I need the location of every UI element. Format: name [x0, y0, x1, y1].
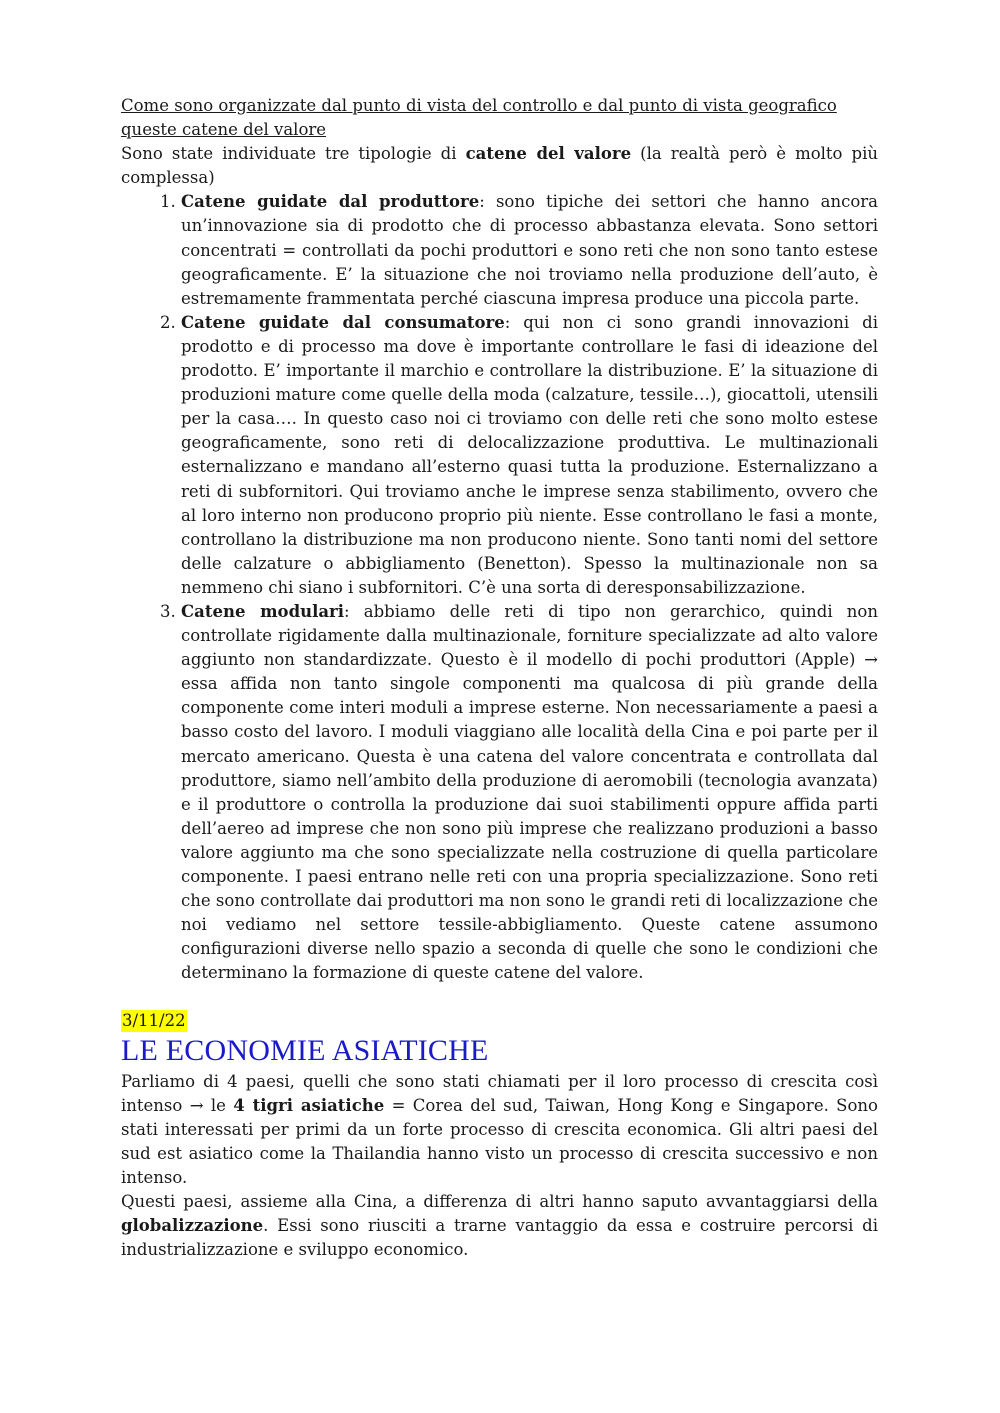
- intro-text-after: (la realtà però è molto più complessa): [121, 144, 879, 188]
- document-page: [121, 94, 878, 1262]
- paragraph-globalization: [121, 1190, 878, 1262]
- paragraph-text-before: Parliamo di 4 paesi, quelli che sono stati chiamati per il loro processo di crescita così intenso → le: [121, 1071, 878, 1115]
- list-item-title: Catene guidate dal consumatore: [181, 312, 505, 332]
- intro-paragraph: [121, 142, 878, 190]
- list-item: [181, 190, 878, 310]
- paragraph-text-before: Questi paesi, assieme alla Cina, a differenza di altri hanno saputo avvantaggiarsi della: [121, 1192, 878, 1212]
- list-item: [181, 311, 878, 600]
- date-highlight: 3/11/22: [122, 1011, 186, 1031]
- paragraph-bold-term: 4 tigri asiatiche: [233, 1095, 385, 1115]
- paragraph-text-after: = Corea del sud, Taiwan, Hong Kong e Singapore. Sono stati interessati per primi da un forte processo di crescita economica. Gli altri paesi del sud est asiatico come la Thailandia hanno visto un processo di crescita successivo e non intenso.: [121, 1095, 878, 1187]
- list-item-title: Catene guidate dal produttore: [181, 192, 480, 212]
- intro-text-before: Sono state individuate tre tipologie di: [121, 144, 466, 164]
- list-item-text: : abbiamo delle reti di tipo non gerarchico, quindi non controllate rigidamente dalla multinazionale, forniture specializzate ad alto valore aggiunto non standardizzate. Questo è il modello di pochi produttori (Apple) → essa affida non tanto singole componenti ma qualcosa di più grande della componente come interi moduli a imprese esterne. Non necessariamente a paesi a basso costo del lavoro. I moduli viaggiano alle località della Cina e poi parte per il mercato americano. Questa è una catena del valore concentrata e controllata dal produttore, siamo nell’ambito della produzione di aeromobili (tecnologia avanzata) e il produttore o controlla la produzione dai suoi stabilimenti oppure affida parti dell’aereo ad imprese che non sono più imprese che realizzano produzioni a basso valore aggiunto ma che sono specializzate nella costruzione di quella particolare componente. I paesi entrano nelle reti con una propria specializzazione. Sono reti che sono controllate dai produttori ma non sono le grandi reti di localizzazione che noi vediamo nel settore tessile-abbigliamento. Queste catene assumono configurazioni diverse nello spazio a seconda di quelle che sono le condizioni che determinano la formazione di queste catene del valore.: [181, 601, 878, 983]
- list-item-text: : qui non ci sono grandi innovazioni di prodotto e di processo ma dove è importante controllare le fasi di ideazione del prodotto. E’ importante il marchio e controllare la distribuzione. E’ la situazione di produzioni mature come quelle della moda (calzature, tessile…), giocattoli, utensili per la casa…. In questo caso noi ci troviamo con delle reti che sono molto estese geograficamente, sono reti di delocalizzazione produttiva. Le multinazionali esternalizzano e mandano all’esterno quasi tutta la produzione. Esternalizzano a reti di subfornitori. Qui troviamo anche le imprese senza stabilimento, ovvero che al loro interno non producono proprio più niente. Esse controllano le fasi a monte, controllano la distribuzione ma non producono niente. Sono tanti nomi del settore delle calzature o abbigliamento (Benetton). Spesso la multinazionale non sa nemmeno chi siano i subfornitori. C’è una sorta di deresponsabilizzazione.: [181, 312, 878, 597]
- intro-bold-term: catene del valore: [465, 144, 632, 164]
- list-item-text: : sono tipiche dei settori che hanno ancora un’innovazione sia di prodotto che di processo abbastanza elevata. Sono settori concentrati = controllati da pochi produttori e sono reti che non sono tanto estese geograficamente. E’ la situazione che noi troviamo nella produzione dell’auto, è estremamente frammentata perché ciascuna impresa produce una piccola parte.: [181, 192, 878, 308]
- date-line: [121, 1009, 878, 1033]
- paragraph-bold-term: globalizzazione: [121, 1216, 264, 1236]
- blank-line: [121, 985, 878, 1009]
- list-item-title: Catene modulari: [181, 601, 345, 621]
- section-title: LE ECONOMIE ASIATICHE: [121, 1033, 489, 1067]
- list-item: [181, 600, 878, 986]
- value-chain-types-list: [121, 190, 878, 985]
- paragraph-tigers: [121, 1070, 878, 1190]
- underlined-heading: Come sono organizzate dal punto di vista del controllo e dal punto di vista geografico queste catene del valore: [121, 96, 837, 140]
- paragraph-text-after: . Essi sono riusciti a trarne vantaggio da essa e costruire percorsi di industrializzazione e sviluppo economico.: [121, 1216, 878, 1260]
